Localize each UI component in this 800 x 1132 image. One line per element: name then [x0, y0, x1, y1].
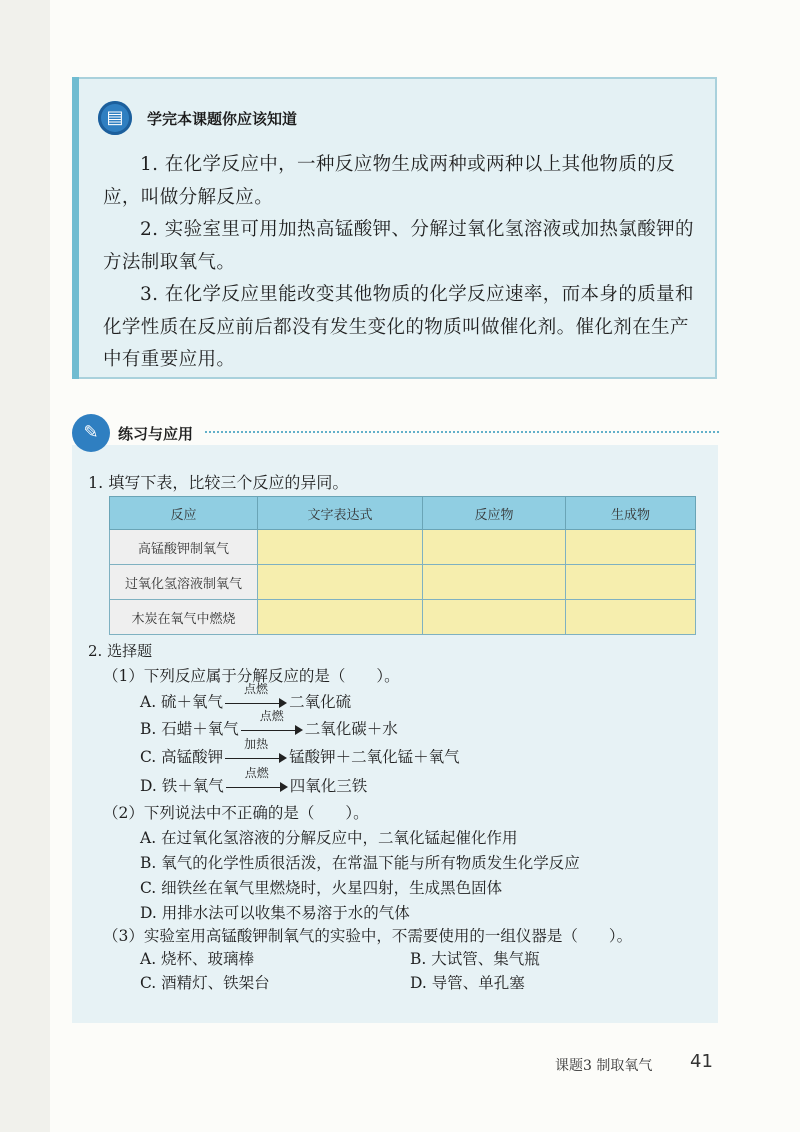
row-label: 过氧化氢溶液制氧气 [110, 565, 258, 600]
option-a-reactants: A. 硫＋氧气 [140, 693, 224, 711]
summary-item: 1. 在化学反应中，一种反应物生成两种或两种以上其他物质的反应，叫做分解反应。 [103, 154, 676, 208]
page-gutter [0, 0, 50, 1132]
pencil-icon: ✎ [72, 414, 110, 452]
reaction-condition: 加热 [244, 737, 269, 751]
answer-cell[interactable] [423, 565, 566, 600]
option-d-products: 四氧化三铁 [289, 777, 368, 795]
option-d[interactable] [140, 766, 368, 796]
table-header: 反应 [110, 497, 258, 530]
option-b[interactable]: B. 氧气的化学性质很活泼，在常温下能与所有物质发生化学反应 [140, 854, 580, 872]
practice-title: 练习与应用 [118, 425, 194, 443]
table-header: 生成物 [566, 497, 696, 530]
option-a[interactable]: A. 烧杯、玻璃棒 [140, 950, 255, 968]
table-header: 反应物 [423, 497, 566, 530]
page-number: 41 [690, 1051, 713, 1072]
option-c[interactable]: C. 细铁丝在氧气里燃烧时，火星四射，生成黑色固体 [140, 879, 503, 897]
option-c[interactable]: C. 酒精灯、铁架台 [140, 974, 270, 992]
question-1: 1. 填写下表，比较三个反应的异同。 [88, 473, 349, 492]
option-a[interactable]: A. 在过氧化氢溶液的分解反应中，二氧化锰起催化作用 [140, 829, 518, 847]
option-c-reactants: C. 高锰酸钾 [140, 748, 224, 766]
question-2-1-stem: （1）下列反应属于分解反应的是（ ）。 [103, 667, 400, 685]
reaction-condition: 点燃 [259, 709, 284, 723]
section-footer: 课题3 制取氧气 [555, 1058, 653, 1074]
answer-cell[interactable] [566, 565, 696, 600]
table-row [110, 600, 696, 635]
option-c[interactable] [140, 737, 460, 767]
answer-cell[interactable] [258, 600, 423, 635]
question-2-3-stem: （3）实验室用高锰酸钾制氧气的实验中，不需要使用的一组仪器是（ ）。 [103, 927, 633, 945]
option-a-products: 二氧化硫 [289, 693, 352, 711]
summary-item: 2. 实验室里可用加热高锰酸钾、分解过氧化氢溶液或加热氯酸钾的方法制取氧气。 [103, 219, 694, 273]
summary-title: 学完本课题你应该知道 [147, 110, 298, 128]
book-icon: ▤ [98, 101, 132, 135]
option-b[interactable]: B. 大试管、集气瓶 [410, 950, 540, 968]
summary-text [103, 149, 701, 377]
answer-cell[interactable] [566, 530, 696, 565]
option-b-reactants: B. 石蜡＋氧气 [140, 720, 239, 738]
answer-cell[interactable] [566, 600, 696, 635]
table-header: 文字表达式 [258, 497, 423, 530]
option-d-reactants: D. 铁＋氧气 [140, 777, 224, 795]
reaction-condition: 点燃 [244, 682, 269, 696]
summary-accent-bar [72, 77, 79, 379]
question-2-title: 2. 选择题 [88, 642, 153, 660]
option-c-products: 锰酸钾＋二氧化锰＋氧气 [289, 748, 460, 766]
reaction-arrow-icon [226, 766, 288, 795]
option-d[interactable]: D. 导管、单孔塞 [410, 974, 525, 992]
summary-item: 3. 在化学反应里能改变其他物质的化学反应速率，而本身的质量和化学性质在反应前后都没有发生变化的物质叫做催化剂。催化剂在生产中有重要应用。 [103, 284, 694, 370]
table-row [110, 565, 696, 600]
reaction-condition: 点燃 [244, 766, 269, 780]
table-header-row [110, 497, 696, 530]
answer-cell[interactable] [258, 565, 423, 600]
answer-cell[interactable] [423, 530, 566, 565]
question-2-2-stem: （2）下列说法中不正确的是（ ）。 [103, 804, 369, 822]
section-divider [205, 431, 719, 433]
row-label: 高锰酸钾制氧气 [110, 530, 258, 565]
table-row [110, 530, 696, 565]
answer-cell[interactable] [423, 600, 566, 635]
option-b-products: 二氧化碳＋水 [304, 720, 398, 738]
option-d[interactable]: D. 用排水法可以收集不易溶于水的气体 [140, 904, 410, 922]
answer-cell[interactable] [258, 530, 423, 565]
row-label: 木炭在氧气中燃烧 [110, 600, 258, 635]
comparison-table [109, 496, 696, 635]
